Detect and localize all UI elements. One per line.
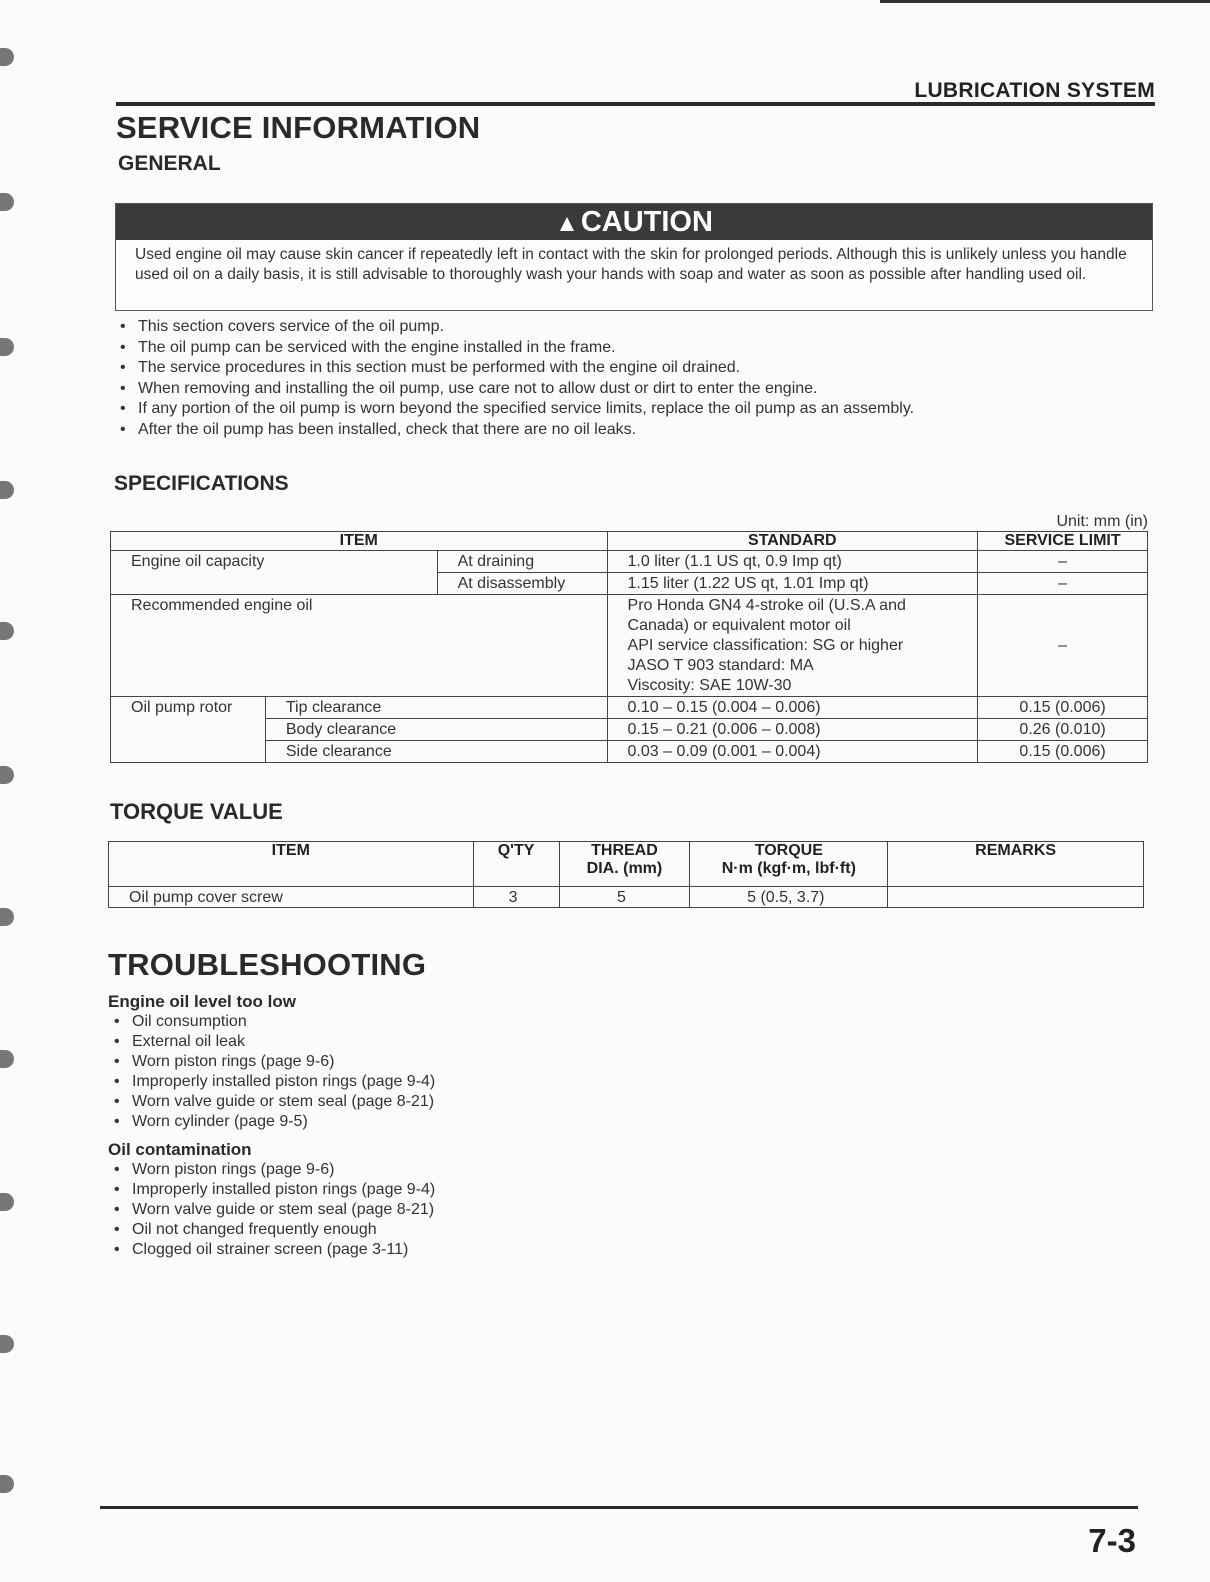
- torque-table: [108, 841, 1144, 908]
- table-row: [109, 887, 1144, 908]
- column-header-torque: [690, 842, 888, 887]
- specifications-heading: SPECIFICATIONS: [114, 472, 289, 495]
- trouble-group-title: Oil contamination: [108, 1140, 252, 1159]
- list-item: • If any portion of the oil pump is worn beyond the specified service limits, replace the oil pump as an assembly.: [116, 399, 914, 420]
- standard-value: 1.0 liter (1.1 US qt, 0.9 Imp qt): [607, 551, 978, 573]
- list-item: • When removing and installing the oil pump, use care not to allow dust or dirt to enter the engine.: [116, 379, 914, 400]
- binder-hole-icon: [0, 1050, 14, 1068]
- list-item: • Improperly installed piston rings (page 9-4): [110, 1072, 435, 1092]
- binder-hole-icon: [0, 48, 14, 66]
- caution-bar: [116, 204, 1152, 240]
- footer-rule: [100, 1506, 1138, 1509]
- general-heading: GENERAL: [118, 152, 221, 175]
- standard-value: 0.10 – 0.15 (0.004 – 0.006): [607, 697, 978, 719]
- list-item: • After the oil pump has been installed, check that there are no oil leaks.: [116, 420, 914, 441]
- standard-value: 1.15 liter (1.22 US qt, 1.01 Imp qt): [607, 573, 978, 595]
- torque-heading: TORQUE VALUE: [110, 799, 283, 824]
- table-header-row: [109, 842, 1144, 887]
- unit-note: Unit: mm (in): [1056, 513, 1148, 530]
- list-item: • The service procedures in this section must be performed with the engine oil drained.: [116, 358, 914, 379]
- standard-line: API service classification: SG or higher: [627, 637, 904, 654]
- row-sublabel: At disassembly: [437, 573, 607, 595]
- torque-header-line: N·m (kgf·m, lbf·ft): [721, 860, 856, 877]
- standard-line: Pro Honda GN4 4-stroke oil (U.S.A and: [627, 597, 906, 614]
- standard-line: Canada) or equivalent motor oil: [627, 617, 851, 634]
- standard-line: JASO T 903 standard: MA: [627, 657, 814, 674]
- limit-value: –: [978, 595, 1148, 697]
- list-item: • Worn valve guide or stem seal (page 8-21): [110, 1200, 435, 1220]
- row-sublabel: Tip clearance: [265, 697, 607, 719]
- caution-box: [115, 203, 1153, 311]
- column-header-standard: STANDARD: [607, 532, 978, 551]
- row-label: Engine oil capacity: [111, 551, 438, 595]
- row-label: Recommended engine oil: [111, 595, 608, 697]
- thread-header-line: THREAD: [591, 842, 658, 859]
- list-item: • External oil leak: [110, 1032, 435, 1052]
- standard-value: 0.03 – 0.09 (0.001 – 0.004): [607, 741, 978, 763]
- column-header-remarks: REMARKS: [888, 842, 1144, 887]
- row-sublabel: Body clearance: [265, 719, 607, 741]
- binder-hole-icon: [0, 1335, 14, 1353]
- table-header-row: [111, 532, 1148, 551]
- torque-header-line: TORQUE: [754, 842, 823, 859]
- binder-hole-icon: [0, 481, 14, 499]
- column-header-thread: [559, 842, 690, 887]
- column-header-qty: Q'TY: [473, 842, 559, 887]
- torque-qty: 3: [473, 887, 559, 908]
- trouble-list: [110, 1012, 435, 1131]
- table-row: [111, 551, 1148, 573]
- list-item: • Oil consumption: [110, 1012, 435, 1032]
- trouble-list: [110, 1160, 435, 1260]
- row-sublabel: Side clearance: [265, 741, 607, 763]
- column-header-item: ITEM: [109, 842, 474, 887]
- list-item: • The oil pump can be serviced with the engine installed in the frame.: [116, 338, 914, 359]
- list-item: • Clogged oil strainer screen (page 3-11): [110, 1240, 435, 1260]
- trouble-group-title: Engine oil level too low: [108, 992, 296, 1011]
- binder-hole-icon: [0, 1475, 14, 1493]
- table-row: [111, 741, 1148, 763]
- scan-top-edge-line: [880, 0, 1210, 3]
- page-title: SERVICE INFORMATION: [116, 110, 481, 145]
- binder-hole-icon: [0, 193, 14, 211]
- column-header-service-limit: SERVICE LIMIT: [978, 532, 1148, 551]
- limit-value: –: [978, 573, 1148, 595]
- troubleshooting-heading: TROUBLESHOOTING: [108, 947, 427, 982]
- list-item: • Worn cylinder (page 9-5): [110, 1112, 435, 1132]
- binder-hole-icon: [0, 338, 14, 356]
- column-header-item: ITEM: [111, 532, 608, 551]
- binder-hole-icon: [0, 1193, 14, 1211]
- standard-line: Viscosity: SAE 10W-30: [627, 677, 792, 694]
- table-row: [111, 697, 1148, 719]
- warning-triangle-icon: ▲: [555, 210, 579, 237]
- table-row: [111, 719, 1148, 741]
- binder-hole-icon: [0, 908, 14, 926]
- thread-header-line: DIA. (mm): [586, 860, 663, 877]
- specifications-table: [110, 531, 1148, 763]
- standard-value: 0.15 – 0.21 (0.006 – 0.008): [607, 719, 978, 741]
- section-header: LUBRICATION SYSTEM: [914, 79, 1155, 102]
- table-row: [111, 595, 1148, 697]
- general-bullet-list: [116, 317, 914, 441]
- torque-value: 5 (0.5, 3.7): [690, 887, 888, 908]
- binder-hole-icon: [0, 766, 14, 784]
- caution-text: Used engine oil may cause skin cancer if repeatedly left in contact with the skin for prolonged periods. Although this is unlikely unless you handle used oil on a daily basis, it is still advisable to thoroughly wash your hands with soap and water as soon as possible after handling used oil.: [135, 246, 1127, 283]
- list-item: • Worn piston rings (page 9-6): [110, 1160, 435, 1180]
- list-item: • Worn piston rings (page 9-6): [110, 1052, 435, 1072]
- limit-value: 0.15 (0.006): [978, 741, 1148, 763]
- caution-label: CAUTION: [580, 206, 713, 238]
- row-label: Oil pump rotor: [111, 697, 266, 763]
- torque-item: Oil pump cover screw: [109, 887, 474, 908]
- limit-value: 0.15 (0.006): [978, 697, 1148, 719]
- limit-value: 0.26 (0.010): [978, 719, 1148, 741]
- list-item: • Oil not changed frequently enough: [110, 1220, 435, 1240]
- limit-value: –: [978, 551, 1148, 573]
- torque-thread: 5: [559, 887, 690, 908]
- list-item: • Improperly installed piston rings (page 9-4): [110, 1180, 435, 1200]
- row-sublabel: At draining: [437, 551, 607, 573]
- torque-remarks: [888, 887, 1144, 908]
- list-item: • Worn valve guide or stem seal (page 8-21): [110, 1092, 435, 1112]
- header-rule: [116, 102, 1155, 106]
- page-number: 7-3: [1088, 1522, 1136, 1559]
- binder-hole-icon: [0, 622, 14, 640]
- standard-value: [607, 595, 978, 697]
- list-item: • This section covers service of the oil pump.: [116, 317, 914, 338]
